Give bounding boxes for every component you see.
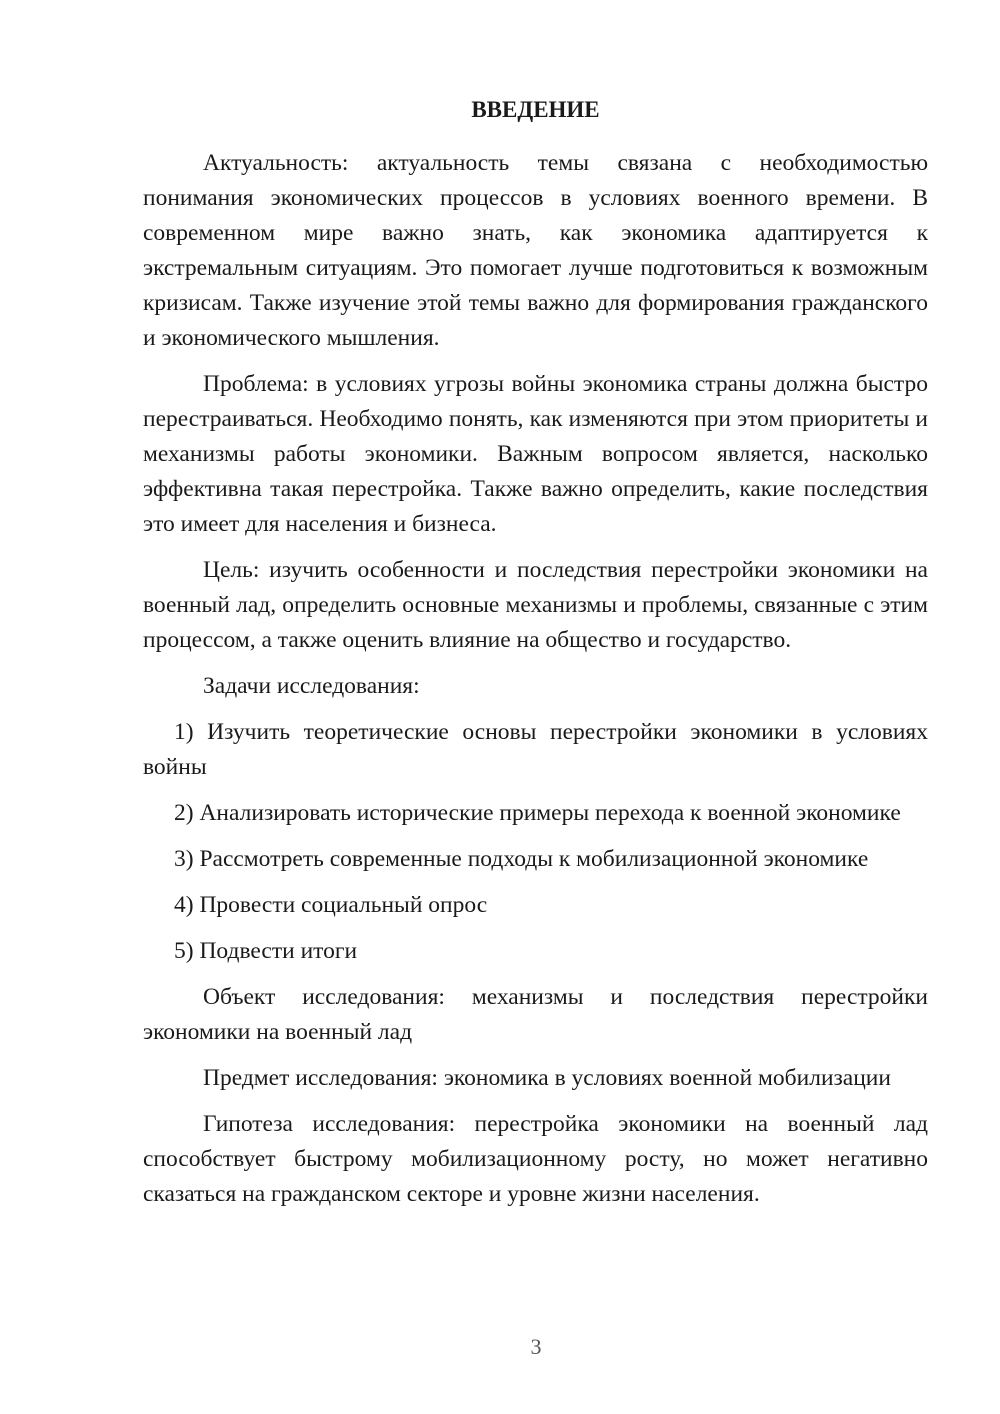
task-item-3: 3) Рассмотреть современные подходы к мобилизационной экономике bbox=[174, 846, 869, 872]
page-title: ВВЕДЕНИЕ bbox=[471, 97, 600, 122]
page-number: 3 bbox=[530, 1334, 542, 1359]
paragraph-problem: Проблема: в условиях угрозы войны экономика страны должна быстро перестраиваться. Необходимо понять, как изменяются при этом приоритеты и механизмы работы экономики. Важным вопросом является, насколько эффективна такая перестройка. Также важно определить, какие последствия это имеет для населения и бизнеса. bbox=[143, 371, 928, 537]
tasks-heading: Задачи исследования: bbox=[203, 673, 420, 699]
paragraph-relevance: Актуальность: актуальность темы связана с необходимостью понимания экономических процессов в условиях военного времени. В современном мире важно знать, как экономика адаптируется к экстремальным ситуациям. Это помогает лучше подготовиться к возможным кризисам. Также изучение этой темы важно для формирования гражданского и экономического мышления. bbox=[143, 150, 928, 351]
page-content bbox=[143, 92, 928, 1223]
task-item-5: 5) Подвести итоги bbox=[174, 938, 358, 964]
task-item-1: 1) Изучить теоретические основы перестройки экономики в условиях войны bbox=[143, 719, 928, 780]
paragraph-goal: Цель: изучить особенности и последствия перестройки экономики на военный лад, определить основные механизмы и проблемы, связанные с этим процессом, а также оценить влияние на общество и государство. bbox=[143, 557, 928, 653]
task-item-2: 2) Анализировать исторические примеры перехода к военной экономике bbox=[174, 800, 901, 826]
task-item-4: 4) Провести социальный опрос bbox=[174, 892, 488, 918]
paragraph-hypothesis: Гипотеза исследования: перестройка экономики на военный лад способствует быстрому мобилизационному росту, но может негативно сказаться на гражданском секторе и уровне жизни населения. bbox=[143, 1111, 928, 1207]
paragraph-subject: Предмет исследования: экономика в условиях военной мобилизации bbox=[203, 1065, 891, 1091]
paragraph-object: Объект исследования: механизмы и последствия перестройки экономики на военный лад bbox=[143, 984, 928, 1045]
